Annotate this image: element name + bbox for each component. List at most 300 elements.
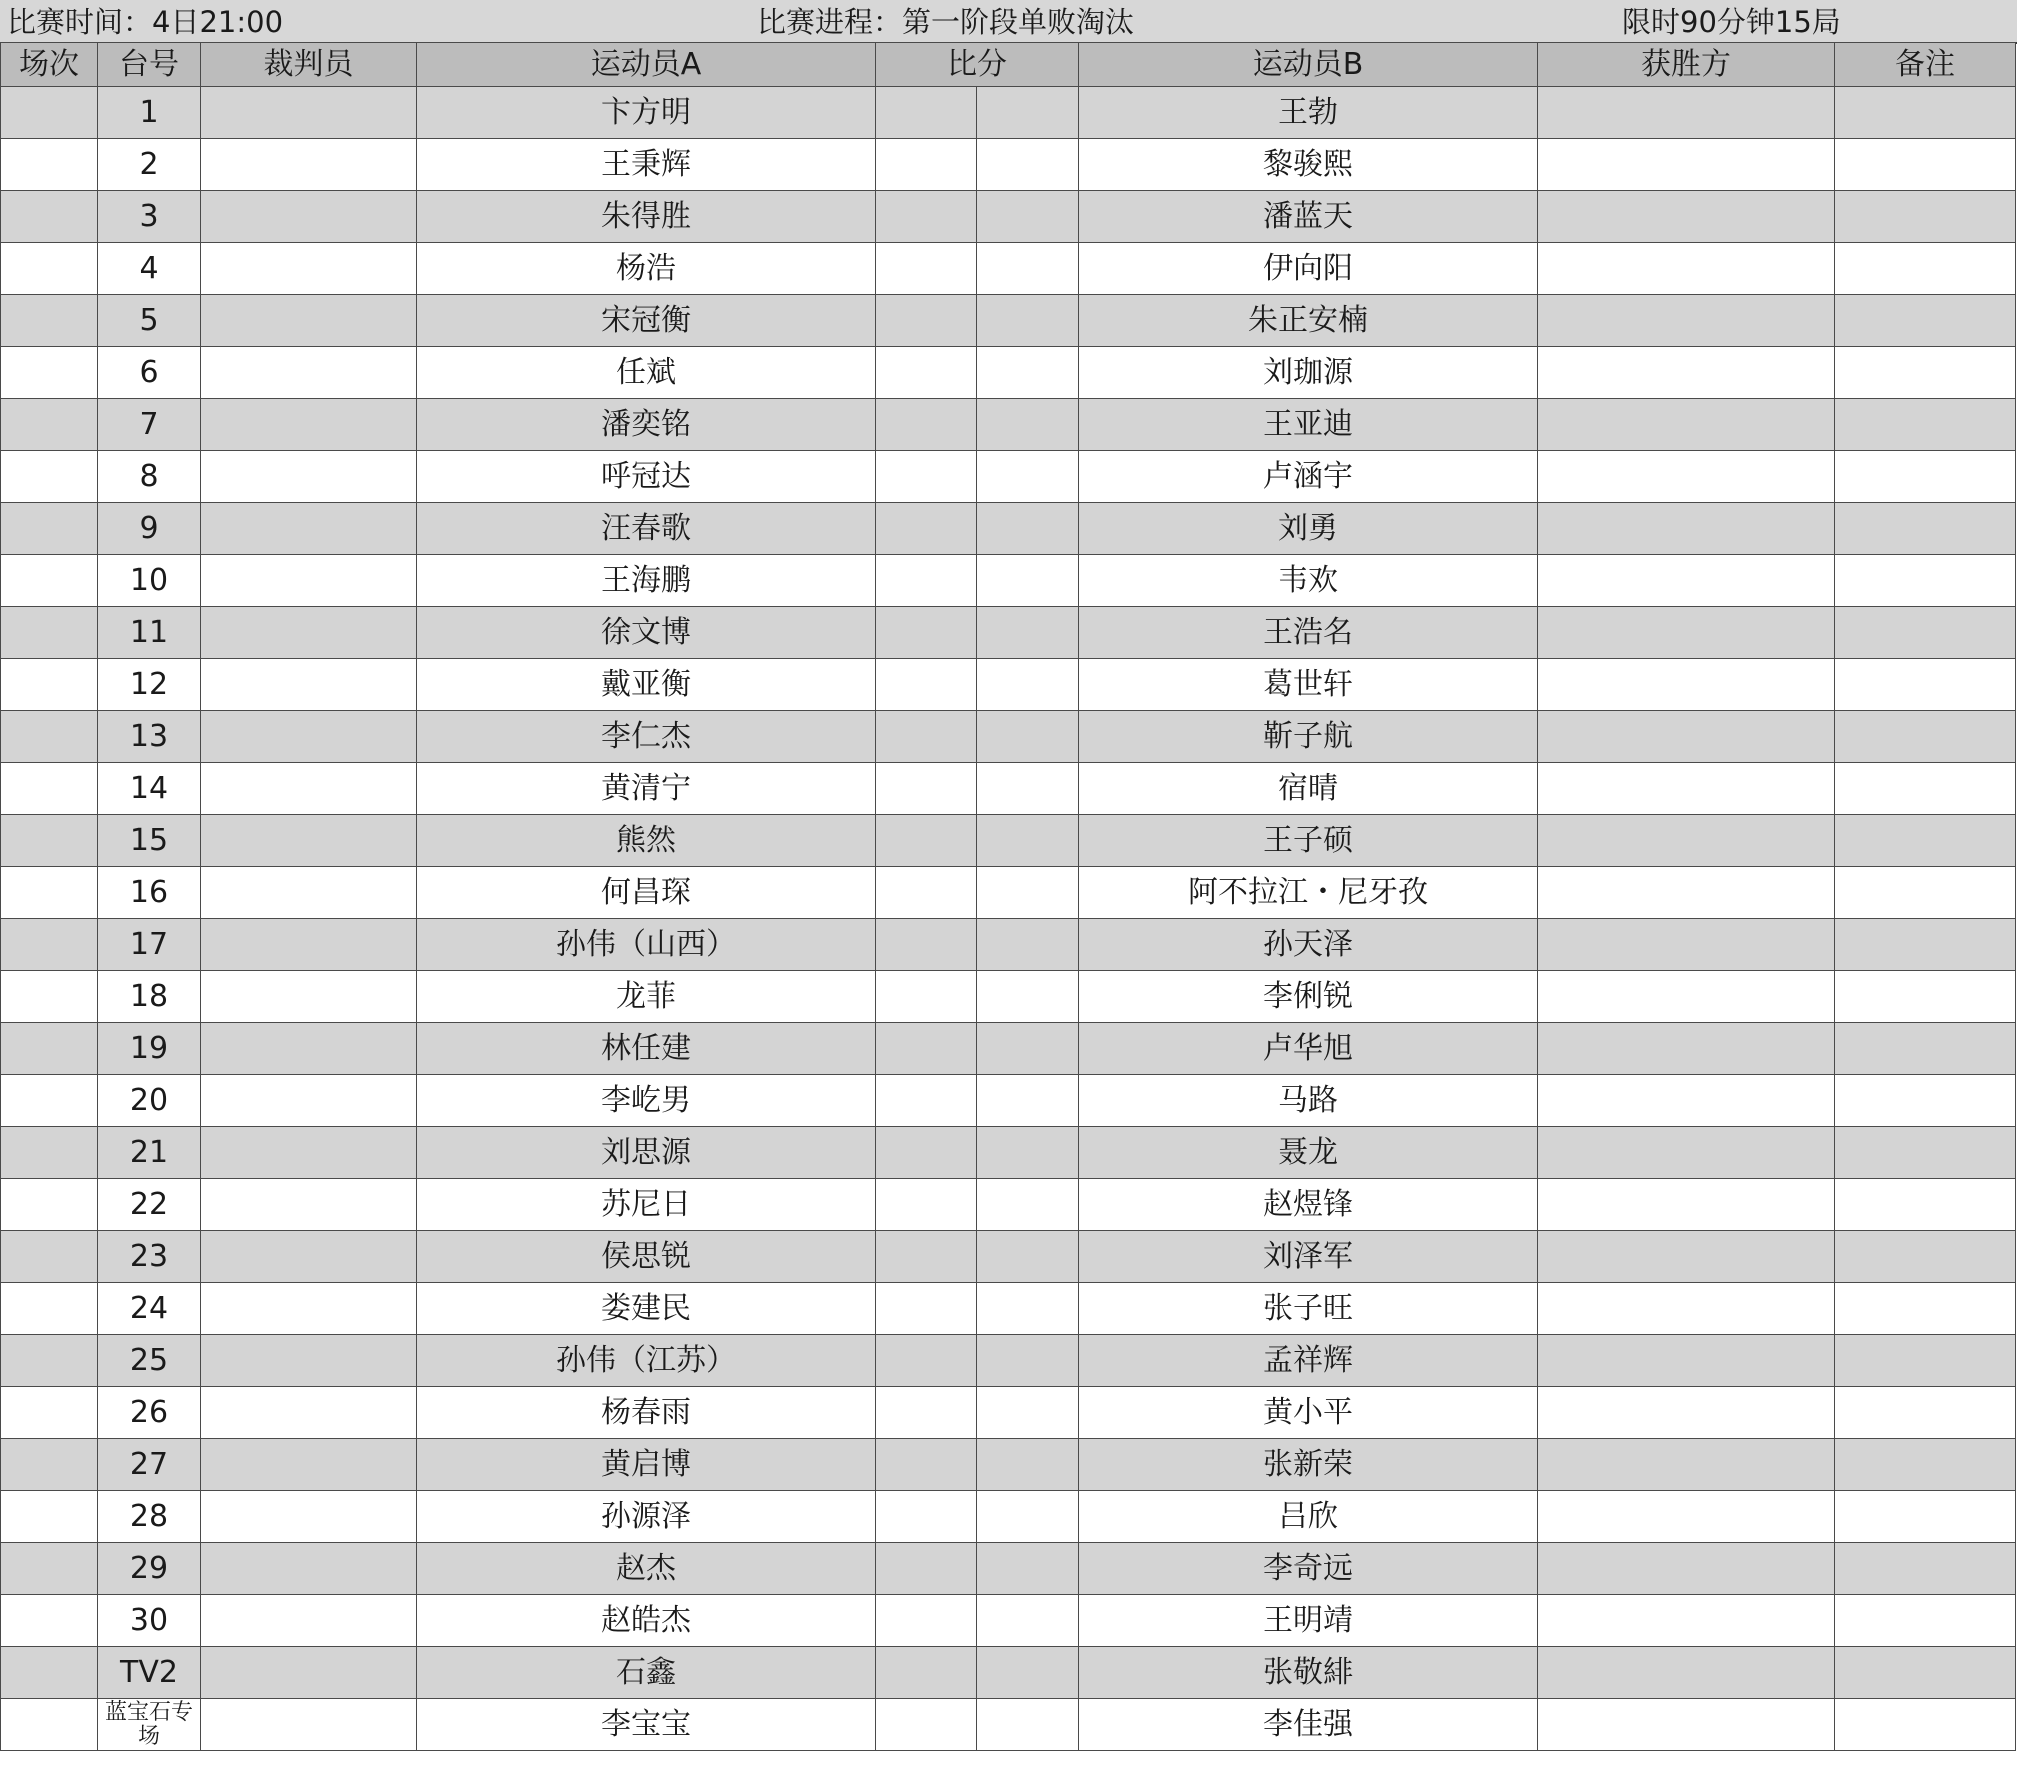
referee-cell: [201, 555, 417, 607]
score-b-cell: [977, 1283, 1079, 1335]
winner-cell: [1538, 1075, 1835, 1127]
table-row: [1, 1439, 2016, 1491]
player-a-cell: 赵杰: [417, 1543, 876, 1595]
score-b-cell: [977, 763, 1079, 815]
referee-cell: [201, 1699, 417, 1751]
winner-cell: [1538, 1491, 1835, 1543]
referee-cell: [201, 1387, 417, 1439]
remark-cell: [1835, 555, 2016, 607]
table-row: [1, 503, 2016, 555]
winner-cell: [1538, 607, 1835, 659]
table-row: [1, 607, 2016, 659]
table-row: [1, 1699, 2016, 1751]
player-b-cell: 李俐锐: [1079, 971, 1538, 1023]
score-a-cell: [876, 1283, 977, 1335]
match-stage: 比赛进程：第一阶段单败淘汰: [757, 5, 1135, 39]
referee-cell: [201, 503, 417, 555]
col-winner: 获胜方: [1538, 43, 1835, 87]
player-a-cell: 娄建民: [417, 1283, 876, 1335]
round-cell: [1, 763, 98, 815]
remark-cell: [1835, 971, 2016, 1023]
player-b-cell: 伊向阳: [1079, 243, 1538, 295]
score-a-cell: [876, 815, 977, 867]
winner-cell: [1538, 815, 1835, 867]
player-a-cell: 黄启博: [417, 1439, 876, 1491]
winner-cell: [1538, 191, 1835, 243]
score-a-cell: [876, 711, 977, 763]
player-b-cell: 李佳强: [1079, 1699, 1538, 1751]
winner-cell: [1538, 1543, 1835, 1595]
table-row: [1, 555, 2016, 607]
table-no-cell: 11: [98, 607, 201, 659]
player-a-cell: 徐文博: [417, 607, 876, 659]
score-a-cell: [876, 1699, 977, 1751]
winner-cell: [1538, 295, 1835, 347]
score-b-cell: [977, 1543, 1079, 1595]
score-a-cell: [876, 1335, 977, 1387]
winner-cell: [1538, 711, 1835, 763]
score-a-cell: [876, 971, 977, 1023]
player-b-cell: 张敬緋: [1079, 1647, 1538, 1699]
remark-cell: [1835, 243, 2016, 295]
score-b-cell: [977, 1647, 1079, 1699]
remark-cell: [1835, 919, 2016, 971]
table-row: [1, 1231, 2016, 1283]
score-b-cell: [977, 1595, 1079, 1647]
player-a-cell: 赵皓杰: [417, 1595, 876, 1647]
referee-cell: [201, 971, 417, 1023]
score-b-cell: [977, 139, 1079, 191]
score-b-cell: [977, 1023, 1079, 1075]
score-b-cell: [977, 815, 1079, 867]
winner-cell: [1538, 1127, 1835, 1179]
score-b-cell: [977, 1127, 1079, 1179]
score-b-cell: [977, 555, 1079, 607]
table-row: [1, 763, 2016, 815]
score-b-cell: [977, 867, 1079, 919]
referee-cell: [201, 1543, 417, 1595]
score-a-cell: [876, 1387, 977, 1439]
table-no-cell: 18: [98, 971, 201, 1023]
player-a-cell: 潘奕铭: [417, 399, 876, 451]
player-b-cell: 李奇远: [1079, 1543, 1538, 1595]
col-player-b: 运动员B: [1079, 43, 1538, 87]
table-no-cell: 23: [98, 1231, 201, 1283]
player-a-cell: 石鑫: [417, 1647, 876, 1699]
referee-cell: [201, 191, 417, 243]
remark-cell: [1835, 1595, 2016, 1647]
table-no-cell: 5: [98, 295, 201, 347]
round-cell: [1, 1647, 98, 1699]
table-row: [1, 87, 2016, 139]
winner-cell: [1538, 1283, 1835, 1335]
score-a-cell: [876, 295, 977, 347]
table-no-cell: 1: [98, 87, 201, 139]
score-a-cell: [876, 1127, 977, 1179]
col-round: 场次: [1, 43, 98, 87]
player-b-cell: 王亚迪: [1079, 399, 1538, 451]
table-no-cell: 7: [98, 399, 201, 451]
score-a-cell: [876, 867, 977, 919]
table-no-cell: 4: [98, 243, 201, 295]
table-body: [1, 87, 2016, 1751]
table-row: [1, 1283, 2016, 1335]
table-row: [1, 1335, 2016, 1387]
round-cell: [1, 399, 98, 451]
winner-cell: [1538, 659, 1835, 711]
table-no-cell: 3: [98, 191, 201, 243]
player-b-cell: 卢华旭: [1079, 1023, 1538, 1075]
score-a-cell: [876, 347, 977, 399]
remark-cell: [1835, 711, 2016, 763]
col-score: 比分: [876, 43, 1079, 87]
score-b-cell: [977, 87, 1079, 139]
winner-cell: [1538, 451, 1835, 503]
round-cell: [1, 87, 98, 139]
round-cell: [1, 1491, 98, 1543]
table-no-cell: 26: [98, 1387, 201, 1439]
referee-cell: [201, 1283, 417, 1335]
winner-cell: [1538, 1335, 1835, 1387]
round-cell: [1, 1283, 98, 1335]
referee-cell: [201, 243, 417, 295]
player-b-cell: 黄小平: [1079, 1387, 1538, 1439]
player-a-cell: 李仁杰: [417, 711, 876, 763]
round-cell: [1, 139, 98, 191]
table-no-cell: 15: [98, 815, 201, 867]
table-no-cell: 20: [98, 1075, 201, 1127]
score-b-cell: [977, 399, 1079, 451]
table-row: [1, 867, 2016, 919]
score-a-cell: [876, 1595, 977, 1647]
player-a-cell: 杨春雨: [417, 1387, 876, 1439]
winner-cell: [1538, 555, 1835, 607]
round-cell: [1, 1543, 98, 1595]
player-b-cell: 韦欢: [1079, 555, 1538, 607]
col-player-a: 运动员A: [417, 43, 876, 87]
referee-cell: [201, 399, 417, 451]
referee-cell: [201, 867, 417, 919]
remark-cell: [1835, 399, 2016, 451]
referee-cell: [201, 659, 417, 711]
player-a-cell: 何昌琛: [417, 867, 876, 919]
player-b-cell: 聂龙: [1079, 1127, 1538, 1179]
table-row: [1, 1387, 2016, 1439]
score-b-cell: [977, 347, 1079, 399]
table-row: [1, 659, 2016, 711]
score-b-cell: [977, 711, 1079, 763]
info-bar: [0, 0, 2017, 44]
table-no-cell: 22: [98, 1179, 201, 1231]
player-a-cell: 戴亚衡: [417, 659, 876, 711]
player-a-cell: 朱得胜: [417, 191, 876, 243]
player-b-cell: 王勃: [1079, 87, 1538, 139]
score-a-cell: [876, 191, 977, 243]
remark-cell: [1835, 347, 2016, 399]
player-a-cell: 呼冠达: [417, 451, 876, 503]
referee-cell: [201, 815, 417, 867]
table-no-cell: 2: [98, 139, 201, 191]
player-a-cell: 孙源泽: [417, 1491, 876, 1543]
winner-cell: [1538, 1231, 1835, 1283]
remark-cell: [1835, 1179, 2016, 1231]
score-b-cell: [977, 1491, 1079, 1543]
table-no-cell: 24: [98, 1283, 201, 1335]
round-cell: [1, 867, 98, 919]
referee-cell: [201, 1179, 417, 1231]
player-a-cell: 卞方明: [417, 87, 876, 139]
table-no-cell: 29: [98, 1543, 201, 1595]
table-no-cell: 27: [98, 1439, 201, 1491]
score-b-cell: [977, 295, 1079, 347]
score-a-cell: [876, 1231, 977, 1283]
score-b-cell: [977, 1075, 1079, 1127]
table-no-cell: 8: [98, 451, 201, 503]
player-a-cell: 汪春歌: [417, 503, 876, 555]
referee-cell: [201, 451, 417, 503]
round-cell: [1, 1231, 98, 1283]
table-no-cell: 16: [98, 867, 201, 919]
player-a-cell: 龙菲: [417, 971, 876, 1023]
player-b-cell: 赵煜锋: [1079, 1179, 1538, 1231]
round-cell: [1, 1335, 98, 1387]
score-a-cell: [876, 1179, 977, 1231]
winner-cell: [1538, 503, 1835, 555]
score-a-cell: [876, 1543, 977, 1595]
score-a-cell: [876, 1075, 977, 1127]
winner-cell: [1538, 87, 1835, 139]
remark-cell: [1835, 867, 2016, 919]
table-row: [1, 919, 2016, 971]
table-row: [1, 347, 2016, 399]
player-a-cell: 李宝宝: [417, 1699, 876, 1751]
table-row: [1, 1023, 2016, 1075]
score-a-cell: [876, 555, 977, 607]
table-no-cell: 19: [98, 1023, 201, 1075]
round-cell: [1, 503, 98, 555]
referee-cell: [201, 919, 417, 971]
referee-cell: [201, 347, 417, 399]
round-cell: [1, 971, 98, 1023]
round-cell: [1, 1595, 98, 1647]
player-b-cell: 吕欣: [1079, 1491, 1538, 1543]
player-a-cell: 刘思源: [417, 1127, 876, 1179]
player-a-cell: 侯思锐: [417, 1231, 876, 1283]
player-b-cell: 刘珈源: [1079, 347, 1538, 399]
table-no-cell: 21: [98, 1127, 201, 1179]
remark-cell: [1835, 1023, 2016, 1075]
table-no-cell: 蓝宝石专场: [98, 1699, 201, 1751]
round-cell: [1, 1075, 98, 1127]
winner-cell: [1538, 1387, 1835, 1439]
winner-cell: [1538, 243, 1835, 295]
player-a-cell: 孙伟（山西）: [417, 919, 876, 971]
referee-cell: [201, 763, 417, 815]
score-a-cell: [876, 1439, 977, 1491]
player-a-cell: 任斌: [417, 347, 876, 399]
referee-cell: [201, 1647, 417, 1699]
winner-cell: [1538, 1647, 1835, 1699]
round-cell: [1, 1179, 98, 1231]
score-b-cell: [977, 451, 1079, 503]
score-a-cell: [876, 763, 977, 815]
remark-cell: [1835, 1699, 2016, 1751]
winner-cell: [1538, 1023, 1835, 1075]
table-row: [1, 451, 2016, 503]
round-cell: [1, 1699, 98, 1751]
score-a-cell: [876, 87, 977, 139]
score-a-cell: [876, 451, 977, 503]
player-b-cell: 靳子航: [1079, 711, 1538, 763]
player-a-cell: 王秉辉: [417, 139, 876, 191]
remark-cell: [1835, 1127, 2016, 1179]
remark-cell: [1835, 1543, 2016, 1595]
table-row: [1, 711, 2016, 763]
score-a-cell: [876, 1647, 977, 1699]
remark-cell: [1835, 1491, 2016, 1543]
winner-cell: [1538, 1699, 1835, 1751]
player-a-cell: 苏尼日: [417, 1179, 876, 1231]
score-a-cell: [876, 659, 977, 711]
winner-cell: [1538, 1179, 1835, 1231]
remark-cell: [1835, 659, 2016, 711]
score-b-cell: [977, 919, 1079, 971]
table-no-cell: 30: [98, 1595, 201, 1647]
table-no-cell: 17: [98, 919, 201, 971]
table-row: [1, 1491, 2016, 1543]
referee-cell: [201, 1595, 417, 1647]
remark-cell: [1835, 1075, 2016, 1127]
table-row: [1, 971, 2016, 1023]
player-b-cell: 潘蓝天: [1079, 191, 1538, 243]
score-a-cell: [876, 1023, 977, 1075]
score-a-cell: [876, 1491, 977, 1543]
round-cell: [1, 243, 98, 295]
table-row: [1, 1595, 2016, 1647]
remark-cell: [1835, 1283, 2016, 1335]
referee-cell: [201, 1491, 417, 1543]
table-row: [1, 295, 2016, 347]
round-cell: [1, 295, 98, 347]
remark-cell: [1835, 503, 2016, 555]
player-b-cell: 张子旺: [1079, 1283, 1538, 1335]
winner-cell: [1538, 1439, 1835, 1491]
referee-cell: [201, 711, 417, 763]
round-cell: [1, 1023, 98, 1075]
remark-cell: [1835, 815, 2016, 867]
remark-cell: [1835, 763, 2016, 815]
score-a-cell: [876, 139, 977, 191]
time-limit: 限时90分钟15局: [1622, 5, 1841, 39]
table-no-cell: 25: [98, 1335, 201, 1387]
player-b-cell: 孟祥辉: [1079, 1335, 1538, 1387]
player-b-cell: 马路: [1079, 1075, 1538, 1127]
referee-cell: [201, 139, 417, 191]
remark-cell: [1835, 1231, 2016, 1283]
match-table: [0, 42, 2016, 1751]
winner-cell: [1538, 867, 1835, 919]
player-b-cell: 王子硕: [1079, 815, 1538, 867]
player-a-cell: 熊然: [417, 815, 876, 867]
match-time: 比赛时间：4日21:00: [7, 5, 284, 39]
remark-cell: [1835, 1335, 2016, 1387]
score-b-cell: [977, 191, 1079, 243]
score-b-cell: [977, 971, 1079, 1023]
referee-cell: [201, 1335, 417, 1387]
winner-cell: [1538, 971, 1835, 1023]
player-a-cell: 杨浩: [417, 243, 876, 295]
remark-cell: [1835, 191, 2016, 243]
table-row: [1, 1075, 2016, 1127]
remark-cell: [1835, 1439, 2016, 1491]
remark-cell: [1835, 1387, 2016, 1439]
score-a-cell: [876, 399, 977, 451]
referee-cell: [201, 1127, 417, 1179]
winner-cell: [1538, 139, 1835, 191]
referee-cell: [201, 1439, 417, 1491]
table-row: [1, 815, 2016, 867]
table-row: [1, 139, 2016, 191]
player-b-cell: 葛世轩: [1079, 659, 1538, 711]
player-b-cell: 刘勇: [1079, 503, 1538, 555]
player-a-cell: 李屹男: [417, 1075, 876, 1127]
round-cell: [1, 1387, 98, 1439]
table-no-cell: 6: [98, 347, 201, 399]
score-b-cell: [977, 659, 1079, 711]
winner-cell: [1538, 1595, 1835, 1647]
score-b-cell: [977, 607, 1079, 659]
round-cell: [1, 1439, 98, 1491]
score-b-cell: [977, 1335, 1079, 1387]
referee-cell: [201, 1231, 417, 1283]
player-b-cell: 张新荣: [1079, 1439, 1538, 1491]
remark-cell: [1835, 139, 2016, 191]
player-a-cell: 宋冠衡: [417, 295, 876, 347]
round-cell: [1, 711, 98, 763]
round-cell: [1, 451, 98, 503]
winner-cell: [1538, 399, 1835, 451]
table-no-cell: 13: [98, 711, 201, 763]
round-cell: [1, 659, 98, 711]
col-remark: 备注: [1835, 43, 2016, 87]
referee-cell: [201, 1075, 417, 1127]
round-cell: [1, 607, 98, 659]
player-b-cell: 阿不拉江・尼牙孜: [1079, 867, 1538, 919]
table-no-cell: 28: [98, 1491, 201, 1543]
table-no-cell: 10: [98, 555, 201, 607]
score-a-cell: [876, 919, 977, 971]
player-a-cell: 王海鹏: [417, 555, 876, 607]
player-b-cell: 刘泽军: [1079, 1231, 1538, 1283]
winner-cell: [1538, 347, 1835, 399]
remark-cell: [1835, 87, 2016, 139]
remark-cell: [1835, 295, 2016, 347]
score-b-cell: [977, 1387, 1079, 1439]
score-b-cell: [977, 1231, 1079, 1283]
score-b-cell: [977, 503, 1079, 555]
table-no-cell: 12: [98, 659, 201, 711]
player-b-cell: 王浩名: [1079, 607, 1538, 659]
round-cell: [1, 347, 98, 399]
player-b-cell: 王明靖: [1079, 1595, 1538, 1647]
player-b-cell: 朱正安楠: [1079, 295, 1538, 347]
player-a-cell: 黄清宁: [417, 763, 876, 815]
score-b-cell: [977, 1699, 1079, 1751]
score-b-cell: [977, 1179, 1079, 1231]
winner-cell: [1538, 919, 1835, 971]
player-b-cell: 卢涵宇: [1079, 451, 1538, 503]
table-row: [1, 1647, 2016, 1699]
